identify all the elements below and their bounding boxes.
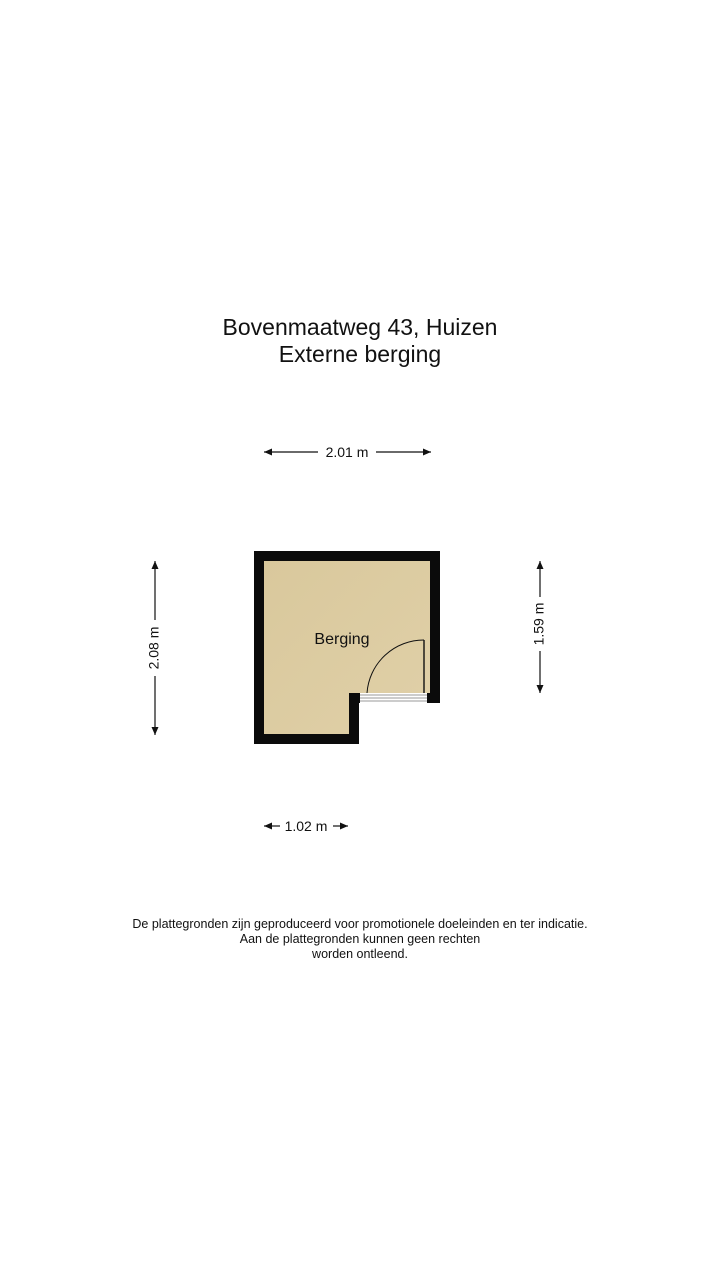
disclaimer-line-3: worden ontleend. bbox=[312, 947, 408, 961]
door-jamb bbox=[427, 693, 440, 703]
arrow-down-icon bbox=[537, 685, 544, 693]
arrow-left-icon bbox=[264, 823, 272, 830]
door-jamb bbox=[349, 693, 360, 703]
room-berging bbox=[254, 551, 440, 744]
dimension-top bbox=[264, 444, 431, 460]
dimension-bottom bbox=[264, 818, 348, 834]
dimension-right-label: 1.59 m bbox=[530, 602, 547, 646]
arrow-right-icon bbox=[423, 449, 431, 456]
dimension-left bbox=[146, 561, 162, 735]
dimension-left-label: 2.08 m bbox=[145, 626, 162, 670]
disclaimer-line-1: De plattegronden zijn geproduceerd voor promotionele doeleinden en ter indicatie. bbox=[132, 917, 588, 931]
arrow-down-icon bbox=[152, 727, 159, 735]
room-label: Berging bbox=[314, 631, 370, 648]
arrow-right-icon bbox=[340, 823, 348, 830]
dimension-top-label: 2.01 m bbox=[325, 444, 369, 460]
disclaimer-line-2: Aan de plattegronden kunnen geen rechten bbox=[239, 932, 481, 946]
arrow-left-icon bbox=[264, 449, 272, 456]
disclaimer bbox=[0, 917, 720, 962]
arrow-up-icon bbox=[537, 561, 544, 569]
dimension-bottom-label: 1.02 m bbox=[284, 818, 328, 834]
address-title: Bovenmaatweg 43, Huizen bbox=[222, 314, 498, 340]
arrow-up-icon bbox=[152, 561, 159, 569]
dimension-right bbox=[531, 561, 547, 693]
plan-subtitle: Externe berging bbox=[278, 341, 442, 367]
